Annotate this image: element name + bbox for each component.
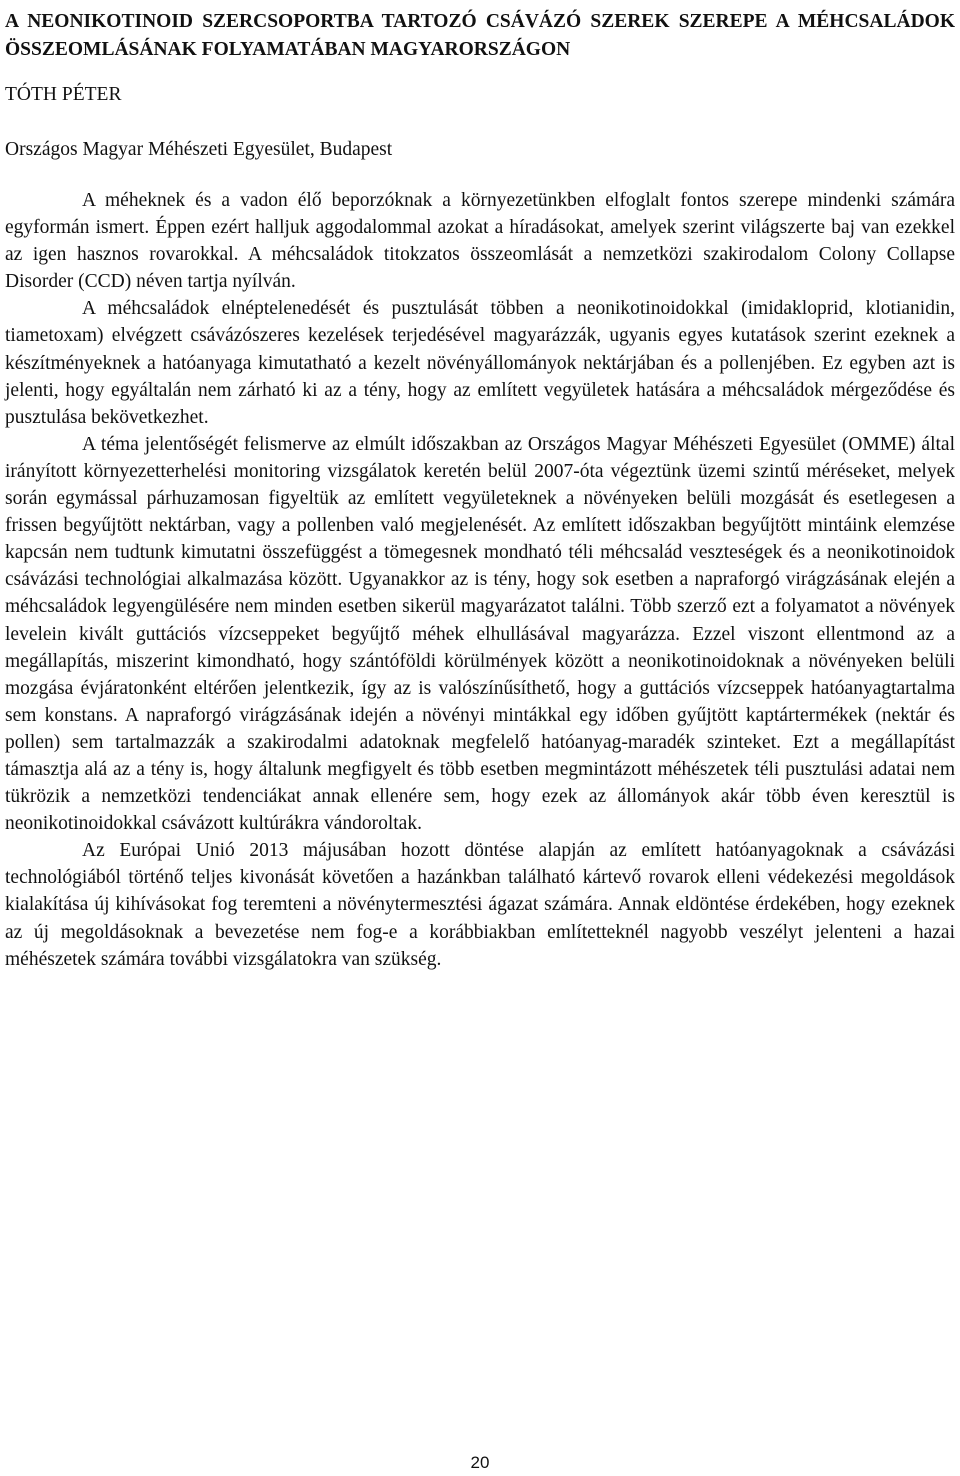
- author-name: TÓTH PÉTER: [5, 84, 122, 105]
- paragraph: A méheknek és a vadon élő beporzóknak a környezetünkben elfoglalt fontos szerepe mindenki számára egyformán ismert. Éppen ezért halljuk aggodalommal azokat a híradásokat, amelyek szerint világszerte baj van ezekkel az igen hasznos rovarokkal. A méhcsaládok titokzatos összeomlását a nemzetközi szakirodalom Colony Collapse Disorder (CCD) néven tartja nyílván.: [5, 190, 955, 293]
- paragraph: A téma jelentőségét felismerve az elmúlt időszakban az Országos Magyar Méhészeti Egyesület (OMME) által irányított környezetterhelési monitoring vizsgálatok keretén belül 2007-óta végeztünk üzemi szintű méréseket, melyek során egymással párhuzamosan figyeltük az említett vegyületeknek a növényeken belüli mozgását és esetlegesen a frissen begyűjtött nektárban, vagy a pollenben való megjelenését. Az említett időszakban begyűjtött mintáink elemzése kapcsán nem tudtunk kimutatni összefüggést a tömegesnek mondható téli méhcsalád veszteségek és a neonikotinoidok csávázási technológiai alkalmazása között. Ugyanakkor az is tény, hogy sok esetben a napraforgó virágzásának elején a méhcsaládok legyengülésére nem minden esetben sikerül magyarázatot találni. Több szerző ezt a folyamatot a növények levelein kivált guttációs vízcseppeket begyűjtő méhek elhullásával magyarázza. Ezzel viszont ellentmond az a megállapítás, miszerint kimondható, hogy szántóföldi körülmények között a neonikotinoidoknak a növényeken belüli mozgása évjáratonként eltérően jelentkezik, így az is valószínűsíthető, hogy a guttációs vízcseppek hatóanyagtartalma sem konstans. A napraforgó virágzásának idején a növényi mintákkal egy időben gyűjtött kaptártermékek (nektár és pollen) sem tartalmazzák a szakirodalmi adatoknak megfelelő hatóanyag-maradék szinteket. Ezt a megállapítást támasztja alá az a tény is, hogy általunk megfigyelt és több esetben megmintázott méhészetek téli pusztulási adatai nem tükrözik a nemzetközi tendenciákat annak ellenére sem, hogy ezek az állományok akár több éven keresztül is neonikotinoidokkal csávázott kultúrákra vándoroltak.: [5, 433, 955, 835]
- page-number: 20: [470, 1453, 490, 1472]
- paragraph: Az Európai Unió 2013 májusában hozott döntése alapján az említett hatóanyagoknak a csávázási technológiából történő teljes kivonását követően a hazánkban található kártevő rovarok elleni védekezési megoldások kialakítása új kihívásokat fog teremteni a növénytermesztési ágazat számára. Annak eldöntése érdekében, hogy ezeknek az új megoldásoknak a bevezetése nem fog-e a korábbiakban említetteknél nagyobb veszélyt jelenteni a hazai méhészetek számára további vizsgálatokra van szükség.: [5, 840, 955, 970]
- document-title: A NEONIKOTINOID SZERCSOPORTBA TARTOZÓ CSÁVÁZÓ SZEREK SZEREPE A MÉHCSALÁDOK ÖSSZEOMLÁSÁNAK FOLYAMATÁBAN MAGYARORSZÁGON: [5, 11, 955, 60]
- author-affiliation: Országos Magyar Méhészeti Egyesület, Budapest: [5, 139, 393, 160]
- paragraph: A méhcsaládok elnéptelenedését és pusztulását többen a neonikotinoidokkal (imidakloprid, klotianidin, tiametoxam) elvégzett csávázószeres kezelések terjedésével magyarázzák, ugyanis egyes kutatások szerint ezeknek a készítményeknek a hatóanyaga kimutatható a kezelt növényállományok nektárjában és a pollenjében. Ez egyben azt is jelenti, hogy egyáltalán nem zárható ki az a tény, hogy az említett vegyületek hatására a méhcsaládok mérgeződése és pusztulása bekövetkezhet.: [5, 298, 955, 428]
- document-body: [5, 187, 955, 973]
